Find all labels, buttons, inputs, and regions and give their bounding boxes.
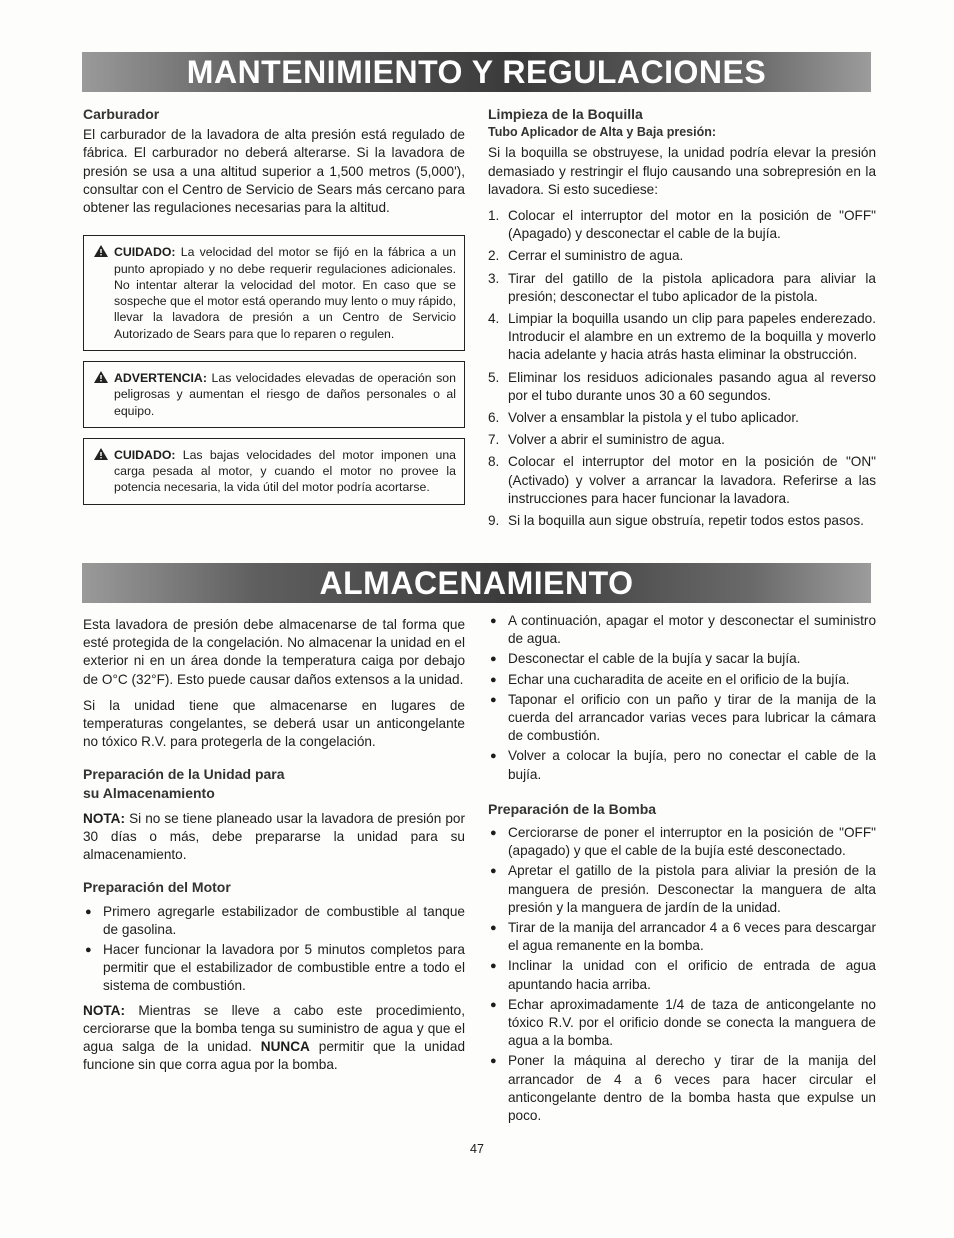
boquilla-steps bbox=[488, 207, 876, 530]
preparacion-unidad-heading: Preparación de la Unidad para su Almacenamiento bbox=[83, 766, 285, 801]
warning-box-2 bbox=[83, 361, 465, 428]
motor-bullets bbox=[83, 903, 465, 996]
list-item: ● Desconectar el cable de la bujía y sacar la bujía. bbox=[490, 651, 801, 667]
preparacion-motor-heading: Preparación del Motor bbox=[83, 879, 231, 896]
list-item: ● Cerciorarse de poner el interruptor en la posición de "OFF" (apagado) y que el cable de la bujía esté desconectado. bbox=[490, 825, 876, 859]
preparacion-bomba-heading: Preparación de la Bomba bbox=[488, 800, 657, 817]
list-item: 8. Colocar el interruptor del motor en la posición de "ON" (Activado) y volver a arrancar la lavadora. Referirse a las instrucciones para hacer funcionar la lavadora. bbox=[488, 454, 876, 506]
list-item: ● Echar aproximadamente 1/4 de taza de anticongelante no tóxico R.V. por el orificio donde se conecta la manguera de agua a la bomba. bbox=[490, 996, 876, 1049]
warning-triangle-icon bbox=[94, 448, 108, 464]
list-item: 6. Volver a ensamblar la pistola y el tubo aplicador. bbox=[488, 410, 799, 426]
warning-label: ADVERTENCIA: bbox=[114, 371, 207, 385]
section-banner-mantenimiento: MANTENIMIENTO Y REGULACIONES bbox=[82, 52, 871, 92]
bomba-bullets bbox=[488, 824, 876, 1125]
warning-text: La velocidad del motor se fijó en la fábrica a un punto apropiado y no debe requerir regulaciones adicionales. No intentar alterar la velocidad del motor. En caso que se sospeche que el motor está operando muy lento o muy rápido, llevar la lavadora de presión a un Centro de Servicio Autorizado de Sears para que lo reparen o regulen. bbox=[114, 245, 456, 341]
section-banner-almacenamiento: ALMACENAMIENTO bbox=[82, 563, 871, 603]
list-item: ● Echar una cucharadita de aceite en el orificio de la bujía. bbox=[490, 671, 850, 687]
warning-box-3 bbox=[83, 438, 465, 505]
left-column-top bbox=[83, 105, 465, 505]
left-column-bottom bbox=[83, 616, 465, 1082]
nota-paragraph: NOTA: Si no se tiene planeado usar la lavadora de presión por 30 días o más, debe prepararse la unidad para su almacenamiento. bbox=[83, 810, 465, 863]
list-item: 1. Colocar el interruptor del motor en la posición de "OFF" (Apagado) y desconectar el cable de la bujía. bbox=[488, 208, 876, 242]
list-item: ● Tirar de la manija del arrancador 4 a 6 veces para descargar el agua remanente en la bomba. bbox=[490, 920, 876, 954]
nota-motor-paragraph: NOTA: Mientras se lleve a cabo este procedimiento, cerciorarse que la bomba tenga su suministro de agua y que el agua salga de la unidad. NUNCA permitir que la unidad funcione sin que corra agua por la bomba. bbox=[83, 1002, 466, 1073]
list-item: 2. Cerrar el suministro de agua. bbox=[488, 248, 684, 264]
list-item: ● Hacer funcionar la lavadora por 5 minutos completos para permitir que el estabilizador de combustible entre a todo el sistema de combustión. bbox=[85, 942, 465, 994]
almacenamiento-paragraph-1: Esta lavadora de presión debe almacenarse de tal forma que esté protegida de la congelación. No almacenar la unidad en el exterior ni en un área donde la temperatura caiga por debajo de O°C (32°F). Esto puede causar daños extensos a la unidad. bbox=[83, 617, 465, 687]
boquilla-subheading: Tubo Aplicador de Alta y Baja presión: bbox=[488, 125, 717, 140]
list-item: ● A continuación, apagar el motor y desconectar el suministro de agua. bbox=[490, 613, 876, 647]
warning-box-1 bbox=[83, 235, 465, 351]
list-item: 3. Tirar del gatillo de la pistola aplicadora para aliviar la presión; desconectar el tubo aplicador de la pistola. bbox=[488, 270, 876, 304]
warning-triangle-icon bbox=[94, 371, 108, 387]
list-item: 9. Si la boquilla aun sigue obstruía, repetir todos estos pasos. bbox=[488, 513, 864, 529]
carburador-heading: Carburador bbox=[83, 106, 160, 122]
list-item: ● Inclinar la unidad con el orificio de entrada de agua apuntando hacia arriba. bbox=[490, 958, 876, 992]
warning-text: Las bajas velocidades del motor imponen una carga pesada al motor, y cuando el motor no provee la potencia necesaria, la vida útil del motor podría acortarse. bbox=[114, 447, 456, 495]
right-column-top bbox=[488, 105, 876, 534]
list-item: 4. Limpiar la boquilla usando un clip para papeles enderezado. Introducir el alambre en un extremo de la boquilla y moverlo hacia adelante y hacia atrás hasta eliminar la obstrucción. bbox=[488, 311, 876, 363]
list-item: 5. Eliminar los residuos adicionales pasando agua al reverso por el tubo durante unos 30 a 60 segundos. bbox=[488, 369, 876, 403]
list-item: ● Volver a colocar la bujía, pero no conectar el cable de la bujía. bbox=[490, 748, 876, 782]
warning-label: CUIDADO: bbox=[114, 447, 176, 462]
list-item: ● Taponar el orificio con un paño y tirar de la manija de la cuerda del arrancador varias veces para lubricar la cámara de combustión. bbox=[490, 691, 876, 744]
list-item: ● Poner la máquina al derecho y tirar de la manija del arrancador de 4 a 6 veces para hacer circular el anticongelante dentro de la bomba hasta que expulse un poco. bbox=[490, 1053, 876, 1124]
warning-label: CUIDADO: bbox=[114, 245, 176, 260]
page-number: 47 bbox=[470, 1142, 484, 1156]
warning-text: Las velocidades elevadas de operación son peligrosas y aumentan el riesgo de daños personales o al equipo. bbox=[114, 371, 456, 418]
boquilla-heading: Limpieza de la Boquilla bbox=[488, 106, 643, 122]
right-column-bottom bbox=[488, 612, 876, 1127]
almacenamiento-paragraph-2: Si la unidad tiene que almacenarse en lugares de temperaturas congelantes, se deberá usar un anticongelante no tóxico R.V. para protegerla de la congelación. bbox=[83, 697, 465, 750]
list-item: 7. Volver a abrir el suministro de agua. bbox=[488, 432, 725, 448]
boquilla-intro: Si la boquilla se obstruyese, la unidad podría elevar la presión demasiado y restringir el flujo causando una sobrepresión en la lavadora. Si esto sucediese: bbox=[488, 145, 876, 197]
list-item: ● Primero agregarle estabilizador de combustible al tanque de gasolina. bbox=[85, 903, 465, 937]
carburador-body: El carburador de la lavadora de alta presión está regulado de fábrica. El carburador no deberá alterarse. Si la lavadora de presión se usa a una altitud superior a 1,500 metros (5,000'), consultar con el Centro de Servicio de Sears más cercano para obtener las regulaciones necesarias para la altitud. bbox=[83, 127, 465, 216]
list-item: ● Apretar el gatillo de la pistola para aliviar la presión de la manguera de presión. Desconectar la manguera de alta presión y la manguera de jardín de la unidad. bbox=[490, 863, 876, 915]
warning-triangle-icon bbox=[94, 245, 108, 261]
motor-continued-bullets bbox=[488, 612, 876, 784]
